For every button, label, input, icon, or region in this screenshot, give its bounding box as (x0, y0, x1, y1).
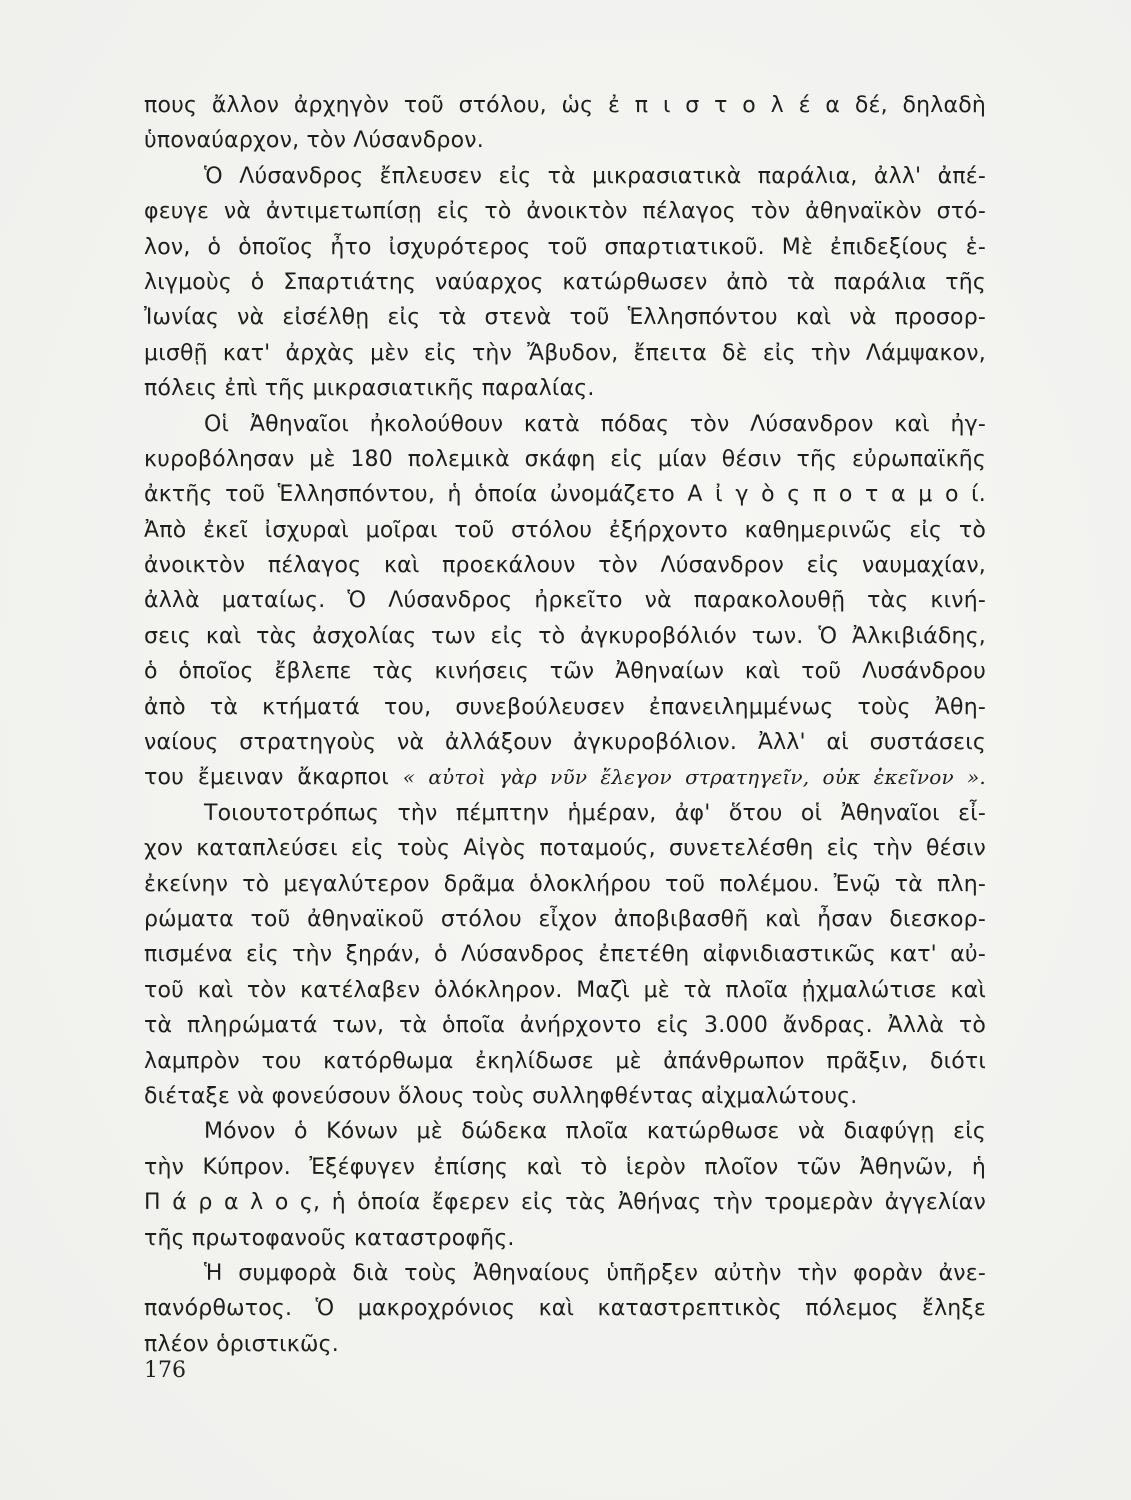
text-line-content: ναίους στρατηγοὺς νὰ ἀλλάξουν ἀγκυροβόλιον. Ἀλλ' αἱ συστάσεις (144, 730, 986, 756)
text-line-content: πισμένα εἰς τὴν ξηράν, ὁ Λύσανδρος ἐπετέθη αἰφνιδιαστικῶς κατ' αὐ- (144, 942, 986, 968)
page-number: 176 (144, 1358, 186, 1383)
text-line-content: λιγμοὺς ὁ Σπαρτιάτης ναύαρχος κατώρθωσεν ἀπὸ τὰ παράλια τῆς (144, 269, 986, 295)
text-line-content: κυροβόλησαν μὲ 180 πολεμικὰ σκάφη εἰς μίαν θέσιν τῆς εὐρωπαϊκῆς (144, 446, 986, 472)
text-line-content: Ἀπὸ ἐκεῖ ἰσχυραὶ μοῖραι τοῦ στόλου ἐξήρχοντο καθημερινῶς εἰς τὸ (144, 517, 986, 543)
text-line (144, 159, 986, 194)
text-line (144, 336, 986, 371)
text-line-content: Οἱ Ἀθηναῖοι ἠκολούθουν κατὰ πόδας τὸν Λύσανδρον καὶ ἠγ- (204, 411, 986, 437)
text-line-content: Ἰωνίας νὰ εἰσέλθῃ εἰς τὰ στενὰ τοῦ Ἑλλησπόντου καὶ νὰ προσορ- (144, 305, 986, 331)
text-line (144, 867, 986, 902)
text-line (144, 88, 986, 123)
text-line (144, 654, 986, 689)
text-line-content: ἀπὸ τὰ κτήματά του, συνεβούλευσεν ἐπανειλημμένως τοὺς Ἀθη- (144, 694, 986, 720)
text-line (144, 371, 986, 406)
text-line-content: ἐκείνην τὸ μεγαλύτερον δρᾶμα ὁλοκλήρου τοῦ πολέμου. Ἐνῷ τὰ πλη- (144, 871, 986, 897)
italic-quote: « αὐτοὶ γὰρ νῦν ἔλεγον στρατηγεῖν, οὐκ ἐκεῖνον ». (402, 765, 986, 790)
text-line-content: ἀνοικτὸν πέλαγος καὶ προεκάλουν τὸν Λύσανδρον εἰς ναυμαχίαν, (144, 553, 986, 579)
text-line (144, 300, 986, 335)
text-line (144, 1327, 986, 1362)
text-line-content: τοῦ καὶ τὸν κατέλαβεν ὁλόκληρον. Μαζὶ μὲ τὰ πλοῖα ᾐχμαλώτισε καὶ (144, 977, 986, 1003)
text-line-content: μισθῇ κατ' ἀρχὰς μὲν εἰς τὴν Ἄβυδον, ἔπειτα δὲ εἰς τὴν Λάμψακον, (144, 340, 986, 366)
text-line-content: πλέον ὁριστικῶς. (144, 1331, 339, 1357)
text-line (144, 760, 986, 795)
text-line (144, 265, 986, 300)
text-line-content: τῆς πρωτοφανοῦς καταστροφῆς. (144, 1225, 515, 1251)
text-line-content: φευγε νὰ ἀντιμετωπίσῃ εἰς τὸ ἀνοικτὸν πέλαγος τὸν ἀθηναϊκὸν στό- (144, 199, 986, 225)
text-line (144, 1256, 986, 1291)
text-line (144, 1114, 986, 1149)
text-line-content: Π ά ρ α λ ο ς, ἡ ὁποία ἔφερεν εἰς τὰς Ἀθήνας τὴν τρομερὰν ἀγγελίαν (144, 1190, 986, 1216)
text-line (144, 902, 986, 937)
text-line (144, 123, 986, 158)
text-line-content: λαμπρὸν του κατόρθωμα ἐκηλίδωσε μὲ ἀπάνθρωπον πρᾶξιν, διότι (144, 1048, 986, 1074)
text-line-content: Τοιουτοτρόπως τὴν πέμπτην ἡμέραν, ἀφ' ὅτου οἱ Ἀθηναῖοι εἶ- (204, 800, 986, 826)
text-line (144, 1008, 986, 1043)
text-line (144, 513, 986, 548)
text-line (144, 690, 986, 725)
text-line (144, 1044, 986, 1079)
text-line-content: πους ἄλλον ἀρχηγὸν τοῦ στόλου, ὡς ἐ π ι σ τ ο λ έ α δέ, δηλαδὴ (144, 93, 986, 118)
text-line-content: τὰ πληρώματά των, τὰ ὁποῖα ἀνήρχοντο εἰς 3.000 ἄνδρας. Ἀλλὰ τὸ (144, 1013, 986, 1039)
text-line-content: Ἡ συμφορὰ διὰ τοὺς Ἀθηναίους ὑπῆρξεν αὐτὴν τὴν φορὰν ἀνε- (204, 1260, 986, 1286)
text-line-content: σεις καὶ τὰς ἀσχολίας των εἰς τὸ ἀγκυροβόλιόν των. Ὁ Ἀλκιβιάδης, (144, 623, 986, 649)
text-line (144, 1291, 986, 1326)
text-line-content: λον, ὁ ὁποῖος ἦτο ἰσχυρότερος τοῦ σπαρτιατικοῦ. Μὲ ἐπιδεξίους ἑ- (144, 234, 986, 260)
text-line (144, 194, 986, 229)
text-line-content: ὁ ὁποῖος ἔβλεπε τὰς κινήσεις τῶν Ἀθηναίων καὶ τοῦ Λυσάνδρου (144, 659, 986, 685)
text-line-content: διέταξε νὰ φονεύσουν ὅλους τοὺς συλληφθέντας αἰχμαλώτους. (144, 1083, 858, 1109)
text-line-content: πόλεις ἐπὶ τῆς μικρασιατικῆς παραλίας. (144, 376, 595, 402)
text-line (144, 407, 986, 442)
text-line (144, 548, 986, 583)
text-line-content: ἀκτῆς τοῦ Ἑλλησπόντου, ἡ ὁποία ὠνομάζετο Α ἰ γ ὸ ς π ο τ α μ ο ί. (144, 482, 986, 508)
text-line (144, 796, 986, 831)
text-line (144, 230, 986, 265)
text-line-content: τὴν Κύπρον. Ἐξέφυγεν ἐπίσης καὶ τὸ ἱερὸν πλοῖον τῶν Ἀθηνῶν, ἡ (144, 1154, 986, 1180)
text-line (144, 583, 986, 618)
text-line-content: του ἔμειναν ἄκαρποι (144, 765, 389, 791)
body-text (144, 88, 986, 1362)
text-line-content: ρώματα τοῦ ἀθηναϊκοῦ στόλου εἶχον ἀποβιβασθῆ καὶ ἦσαν διεσκορ- (144, 906, 986, 932)
text-line (144, 619, 986, 654)
text-line (144, 477, 986, 512)
text-line (144, 1185, 986, 1220)
text-line (144, 442, 986, 477)
text-line-content: Μόνον ὁ Κόνων μὲ δώδεκα πλοῖα κατώρθωσε νὰ διαφύγῃ εἰς (204, 1119, 986, 1145)
text-line-content: ἀλλὰ ματαίως. Ὁ Λύσανδρος ἠρκεῖτο νὰ παρακολουθῇ τὰς κινή- (144, 588, 986, 614)
text-line (144, 973, 986, 1008)
text-line-content: Ὁ Λύσανδρος ἔπλευσεν εἰς τὰ μικρασιατικὰ παράλια, ἀλλ' ἀπέ- (204, 163, 986, 189)
text-line (144, 725, 986, 760)
text-line-content: χον καταπλεύσει εἰς τοὺς Αἰγὸς ποταμούς, συνετελέσθη εἰς τὴν θέσιν (144, 836, 986, 862)
text-line (144, 1079, 986, 1114)
text-line (144, 1221, 986, 1256)
text-line (144, 1150, 986, 1185)
text-line (144, 937, 986, 972)
text-line (144, 831, 986, 866)
text-line-content: πανόρθωτος. Ὁ μακροχρόνιος καὶ καταστρεπτικὸς πόλεμος ἔληξε (144, 1296, 986, 1322)
text-line-content: ὑποναύαρχον, τὸν Λύσανδρον. (144, 128, 484, 154)
